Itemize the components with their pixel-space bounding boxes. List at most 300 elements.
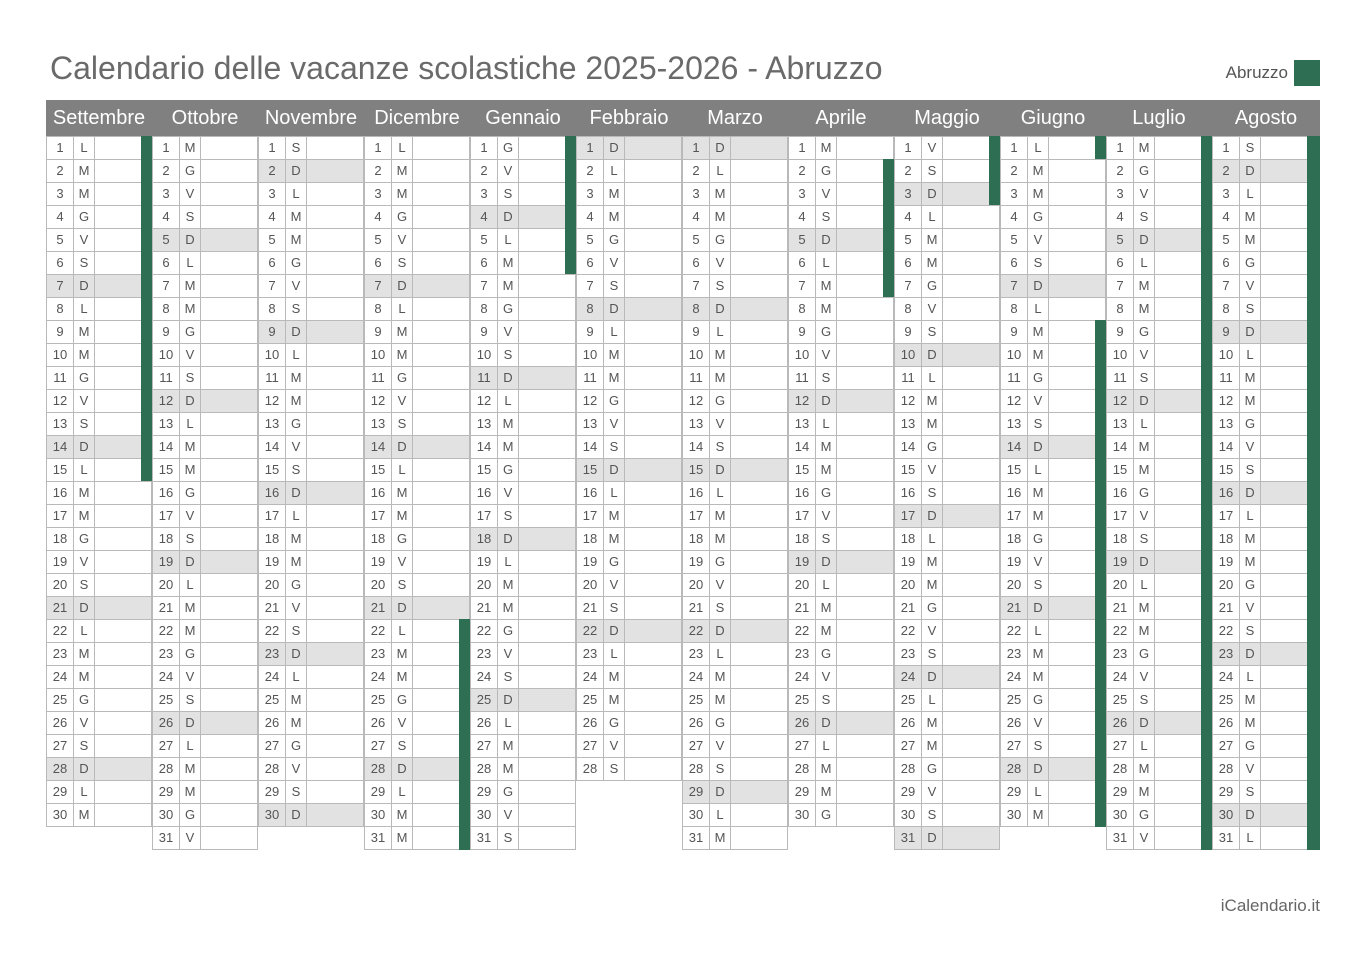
- vacation-marker: [141, 435, 152, 459]
- day-cell: [682, 619, 788, 643]
- day-note: [201, 643, 257, 665]
- weekday-letter: D: [710, 298, 731, 320]
- weekday-letter: M: [922, 712, 943, 734]
- day-note: [307, 758, 363, 780]
- day-number: 22: [789, 620, 816, 642]
- weekday-letter: L: [498, 712, 519, 734]
- day-number: 25: [259, 689, 286, 711]
- day-cell: [894, 596, 1000, 620]
- vacation-marker: [1095, 803, 1106, 827]
- weekday-letter: S: [286, 137, 307, 159]
- day-note: [731, 758, 787, 780]
- day-cell: [1000, 596, 1106, 620]
- weekday-letter: G: [74, 528, 95, 550]
- day-cell: [1000, 412, 1106, 436]
- vacation-marker: [1201, 228, 1212, 252]
- day-note: [95, 735, 151, 757]
- vacation-marker: [1201, 366, 1212, 390]
- day-cell: [576, 596, 682, 620]
- vacation-marker: [1095, 619, 1106, 643]
- day-note: [519, 321, 575, 343]
- day-number: 23: [1213, 643, 1240, 665]
- day-note: [837, 321, 893, 343]
- day-number: 25: [1213, 689, 1240, 711]
- weekday-letter: M: [180, 436, 201, 458]
- day-number: 20: [365, 574, 392, 596]
- day-number: 5: [789, 229, 816, 251]
- weekday-letter: V: [498, 321, 519, 343]
- day-cell: [1106, 711, 1212, 735]
- weekday-letter: V: [922, 137, 943, 159]
- day-cell: [682, 826, 788, 850]
- vacation-marker: [1307, 573, 1320, 597]
- day-number: 13: [683, 413, 710, 435]
- day-cell: [46, 182, 152, 206]
- weekday-letter: M: [392, 344, 413, 366]
- day-number: 7: [259, 275, 286, 297]
- day-cell: [46, 366, 152, 390]
- day-number: 2: [365, 160, 392, 182]
- day-cell: [46, 205, 152, 229]
- day-number: 21: [789, 597, 816, 619]
- weekday-letter: G: [710, 551, 731, 573]
- day-number: 23: [47, 643, 74, 665]
- month-name-0: Settembre: [52, 107, 146, 129]
- day-number: 2: [471, 160, 498, 182]
- weekday-letter: G: [604, 229, 625, 251]
- day-number: 15: [153, 459, 180, 481]
- day-number: 24: [577, 666, 604, 688]
- vacation-marker: [1307, 136, 1320, 160]
- weekday-letter: L: [1240, 344, 1261, 366]
- vacation-marker: [1307, 251, 1320, 275]
- day-number: 16: [259, 482, 286, 504]
- day-note: [307, 137, 363, 159]
- vacation-marker: [1201, 159, 1212, 183]
- day-number: 4: [259, 206, 286, 228]
- month-name-6: Marzo: [707, 107, 763, 129]
- weekday-letter: D: [1134, 229, 1155, 251]
- day-cell: [46, 757, 152, 781]
- day-cell: [258, 481, 364, 505]
- weekday-letter: G: [286, 413, 307, 435]
- weekday-letter: M: [498, 597, 519, 619]
- day-number: 22: [577, 620, 604, 642]
- weekday-letter: M: [286, 206, 307, 228]
- day-cell: [1212, 665, 1320, 689]
- weekday-letter: L: [392, 298, 413, 320]
- day-note: [519, 298, 575, 320]
- day-note: [1049, 229, 1105, 251]
- day-number: 6: [153, 252, 180, 274]
- day-number: 12: [259, 390, 286, 412]
- day-number: 16: [365, 482, 392, 504]
- day-number: 20: [683, 574, 710, 596]
- day-number: 3: [259, 183, 286, 205]
- vacation-marker: [1201, 458, 1212, 482]
- weekday-letter: M: [286, 367, 307, 389]
- weekday-letter: G: [816, 160, 837, 182]
- day-number: 20: [577, 574, 604, 596]
- vacation-marker: [1307, 688, 1320, 712]
- day-note: [413, 252, 469, 274]
- day-note: [731, 413, 787, 435]
- day-number: 27: [365, 735, 392, 757]
- day-number: 17: [153, 505, 180, 527]
- day-cell: [576, 665, 682, 689]
- day-note: [1049, 183, 1105, 205]
- weekday-letter: V: [604, 735, 625, 757]
- weekday-letter: G: [1240, 735, 1261, 757]
- day-cell: [152, 251, 258, 275]
- day-number: 28: [895, 758, 922, 780]
- day-number: 28: [153, 758, 180, 780]
- day-number: 15: [1107, 459, 1134, 481]
- day-cell: [470, 366, 576, 390]
- day-cell: [1106, 780, 1212, 804]
- day-number: 21: [1107, 597, 1134, 619]
- day-note: [307, 275, 363, 297]
- weekday-letter: M: [286, 528, 307, 550]
- weekday-letter: G: [816, 804, 837, 826]
- day-number: 12: [789, 390, 816, 412]
- day-cell: [258, 757, 364, 781]
- day-number: 18: [47, 528, 74, 550]
- vacation-marker: [883, 228, 894, 252]
- day-number: 10: [1107, 344, 1134, 366]
- weekday-letter: S: [1028, 735, 1049, 757]
- day-note: [625, 735, 681, 757]
- weekday-letter: S: [74, 413, 95, 435]
- weekday-letter: D: [74, 758, 95, 780]
- weekday-letter: V: [710, 735, 731, 757]
- footer-credit: iCalendario.it: [1220, 896, 1320, 915]
- day-cell: [1000, 688, 1106, 712]
- weekday-letter: V: [816, 666, 837, 688]
- day-number: 16: [1213, 482, 1240, 504]
- day-number: 26: [1213, 712, 1240, 734]
- day-cell: [788, 366, 894, 390]
- day-note: [413, 528, 469, 550]
- weekday-letter: G: [74, 367, 95, 389]
- vacation-marker: [459, 803, 470, 827]
- weekday-letter: D: [1134, 712, 1155, 734]
- day-number: 24: [683, 666, 710, 688]
- weekday-letter: G: [1028, 689, 1049, 711]
- day-note: [943, 482, 999, 504]
- day-cell: [364, 228, 470, 252]
- day-note: [519, 643, 575, 665]
- weekday-letter: G: [180, 643, 201, 665]
- day-cell: [152, 550, 258, 574]
- day-note: [837, 712, 893, 734]
- vacation-marker: [1201, 757, 1212, 781]
- day-cell: [682, 642, 788, 666]
- day-note: [731, 643, 787, 665]
- day-cell: [364, 665, 470, 689]
- weekday-letter: V: [710, 252, 731, 274]
- day-note: [519, 528, 575, 550]
- day-number: 5: [895, 229, 922, 251]
- vacation-marker: [565, 251, 576, 275]
- day-number: 6: [471, 252, 498, 274]
- day-note: [837, 735, 893, 757]
- day-number: 26: [789, 712, 816, 734]
- day-cell: [470, 573, 576, 597]
- day-note: [307, 298, 363, 320]
- day-cell: [682, 757, 788, 781]
- day-cell: [1212, 596, 1320, 620]
- day-number: 25: [153, 689, 180, 711]
- day-cell: [1000, 435, 1106, 459]
- day-note: [201, 183, 257, 205]
- weekday-letter: M: [1028, 183, 1049, 205]
- weekday-letter: S: [1240, 781, 1261, 803]
- weekday-letter: M: [1028, 666, 1049, 688]
- day-number: 5: [577, 229, 604, 251]
- day-number: 11: [1107, 367, 1134, 389]
- weekday-letter: V: [922, 298, 943, 320]
- weekday-letter: D: [710, 620, 731, 642]
- day-note: [413, 137, 469, 159]
- weekday-letter: M: [1028, 344, 1049, 366]
- day-note: [201, 344, 257, 366]
- day-cell: [258, 642, 364, 666]
- month-name-9: Giugno: [1020, 107, 1086, 129]
- day-number: 25: [1001, 689, 1028, 711]
- day-number: 7: [1001, 275, 1028, 297]
- day-cell: [576, 550, 682, 574]
- weekday-letter: D: [180, 390, 201, 412]
- day-note: [413, 367, 469, 389]
- vacation-marker: [1201, 711, 1212, 735]
- day-cell: [894, 389, 1000, 413]
- weekday-letter: G: [498, 781, 519, 803]
- day-number: 9: [895, 321, 922, 343]
- day-note: [731, 551, 787, 573]
- day-cell: [152, 389, 258, 413]
- weekday-letter: V: [1028, 551, 1049, 573]
- vacation-marker: [141, 251, 152, 275]
- day-note: [307, 459, 363, 481]
- day-number: 25: [1107, 689, 1134, 711]
- day-cell: [576, 366, 682, 390]
- day-cell: [1000, 481, 1106, 505]
- weekday-letter: D: [392, 275, 413, 297]
- weekday-letter: S: [922, 160, 943, 182]
- weekday-letter: D: [922, 344, 943, 366]
- vacation-marker: [1307, 596, 1320, 620]
- weekday-letter: M: [1134, 298, 1155, 320]
- day-note: [943, 735, 999, 757]
- day-cell: [258, 251, 364, 275]
- day-cell: [788, 757, 894, 781]
- vacation-marker: [1307, 803, 1320, 827]
- day-note: [201, 505, 257, 527]
- vacation-marker: [1201, 596, 1212, 620]
- month-column: [46, 136, 152, 827]
- day-note: [625, 551, 681, 573]
- day-note: [95, 620, 151, 642]
- vacation-marker: [1307, 205, 1320, 229]
- weekday-letter: V: [180, 666, 201, 688]
- weekday-letter: G: [180, 804, 201, 826]
- day-note: [837, 574, 893, 596]
- day-number: 11: [365, 367, 392, 389]
- vacation-marker: [1307, 711, 1320, 735]
- weekday-letter: S: [498, 827, 519, 849]
- day-cell: [894, 780, 1000, 804]
- day-number: 24: [471, 666, 498, 688]
- vacation-marker: [1201, 205, 1212, 229]
- day-note: [201, 298, 257, 320]
- vacation-marker: [1307, 527, 1320, 551]
- day-cell: [788, 159, 894, 183]
- day-cell: [258, 435, 364, 459]
- day-note: [943, 298, 999, 320]
- day-number: 15: [259, 459, 286, 481]
- day-note: [95, 712, 151, 734]
- day-cell: [46, 274, 152, 298]
- day-cell: [1106, 435, 1212, 459]
- day-note: [625, 275, 681, 297]
- day-cell: [152, 734, 258, 758]
- day-number: 5: [471, 229, 498, 251]
- day-cell: [364, 205, 470, 229]
- day-cell: [1000, 803, 1106, 827]
- day-number: 6: [895, 252, 922, 274]
- vacation-marker: [1095, 389, 1106, 413]
- day-cell: [576, 412, 682, 436]
- day-note: [731, 321, 787, 343]
- day-number: 15: [47, 459, 74, 481]
- weekday-letter: G: [392, 206, 413, 228]
- day-number: 19: [1107, 551, 1134, 573]
- weekday-letter: G: [180, 160, 201, 182]
- day-cell: [1212, 711, 1320, 735]
- day-number: 3: [365, 183, 392, 205]
- day-number: 3: [47, 183, 74, 205]
- day-note: [625, 666, 681, 688]
- day-cell: [894, 619, 1000, 643]
- weekday-letter: D: [816, 229, 837, 251]
- day-note: [943, 206, 999, 228]
- day-number: 20: [895, 574, 922, 596]
- weekday-letter: D: [74, 436, 95, 458]
- day-note: [519, 620, 575, 642]
- month-columns: [46, 136, 1320, 850]
- day-cell: [258, 458, 364, 482]
- day-number: 3: [153, 183, 180, 205]
- day-note: [95, 804, 151, 826]
- weekday-letter: L: [710, 160, 731, 182]
- weekday-letter: L: [180, 735, 201, 757]
- day-number: 2: [1107, 160, 1134, 182]
- day-cell: [1212, 803, 1320, 827]
- day-cell: [46, 550, 152, 574]
- weekday-letter: V: [1240, 597, 1261, 619]
- weekday-letter: M: [1240, 206, 1261, 228]
- day-number: 30: [259, 804, 286, 826]
- day-number: 21: [259, 597, 286, 619]
- vacation-marker: [141, 136, 152, 160]
- day-cell: [1000, 389, 1106, 413]
- day-note: [943, 459, 999, 481]
- day-cell: [46, 665, 152, 689]
- month-name-8: Maggio: [914, 107, 980, 129]
- day-number: 3: [895, 183, 922, 205]
- day-cell: [682, 297, 788, 321]
- day-number: 16: [789, 482, 816, 504]
- day-note: [625, 436, 681, 458]
- weekday-letter: S: [710, 275, 731, 297]
- weekday-letter: G: [1134, 804, 1155, 826]
- vacation-marker: [1307, 550, 1320, 574]
- weekday-letter: M: [1240, 229, 1261, 251]
- day-number: 20: [259, 574, 286, 596]
- day-cell: [576, 182, 682, 206]
- weekday-letter: M: [1134, 275, 1155, 297]
- day-number: 22: [47, 620, 74, 642]
- vacation-marker: [459, 688, 470, 712]
- day-note: [1049, 298, 1105, 320]
- day-note: [201, 206, 257, 228]
- day-cell: [46, 573, 152, 597]
- day-cell: [152, 780, 258, 804]
- day-number: 26: [683, 712, 710, 734]
- vacation-marker: [1307, 619, 1320, 643]
- vacation-marker: [1095, 458, 1106, 482]
- weekday-letter: M: [1240, 689, 1261, 711]
- day-cell: [258, 389, 364, 413]
- weekday-letter: S: [816, 689, 837, 711]
- day-cell: [1106, 251, 1212, 275]
- day-number: 4: [577, 206, 604, 228]
- day-cell: [1106, 688, 1212, 712]
- weekday-letter: M: [604, 344, 625, 366]
- day-number: 15: [471, 459, 498, 481]
- weekday-letter: M: [604, 528, 625, 550]
- day-number: 19: [1213, 551, 1240, 573]
- day-cell: [1106, 343, 1212, 367]
- weekday-letter: L: [1134, 574, 1155, 596]
- day-note: [95, 482, 151, 504]
- day-note: [413, 183, 469, 205]
- weekday-letter: M: [180, 597, 201, 619]
- day-cell: [1106, 573, 1212, 597]
- day-note: [837, 390, 893, 412]
- weekday-letter: V: [1028, 229, 1049, 251]
- weekday-letter: D: [710, 781, 731, 803]
- day-number: 9: [577, 321, 604, 343]
- day-number: 5: [259, 229, 286, 251]
- day-cell: [576, 251, 682, 275]
- day-cell: [1000, 665, 1106, 689]
- weekday-letter: V: [816, 505, 837, 527]
- weekday-letter: M: [392, 160, 413, 182]
- day-note: [837, 620, 893, 642]
- weekday-letter: V: [1134, 183, 1155, 205]
- weekday-letter: V: [392, 390, 413, 412]
- day-cell: [788, 780, 894, 804]
- day-cell: [576, 527, 682, 551]
- day-cell: [152, 642, 258, 666]
- day-number: 3: [471, 183, 498, 205]
- day-number: 25: [471, 689, 498, 711]
- day-note: [201, 367, 257, 389]
- day-cell: [364, 320, 470, 344]
- weekday-letter: G: [498, 298, 519, 320]
